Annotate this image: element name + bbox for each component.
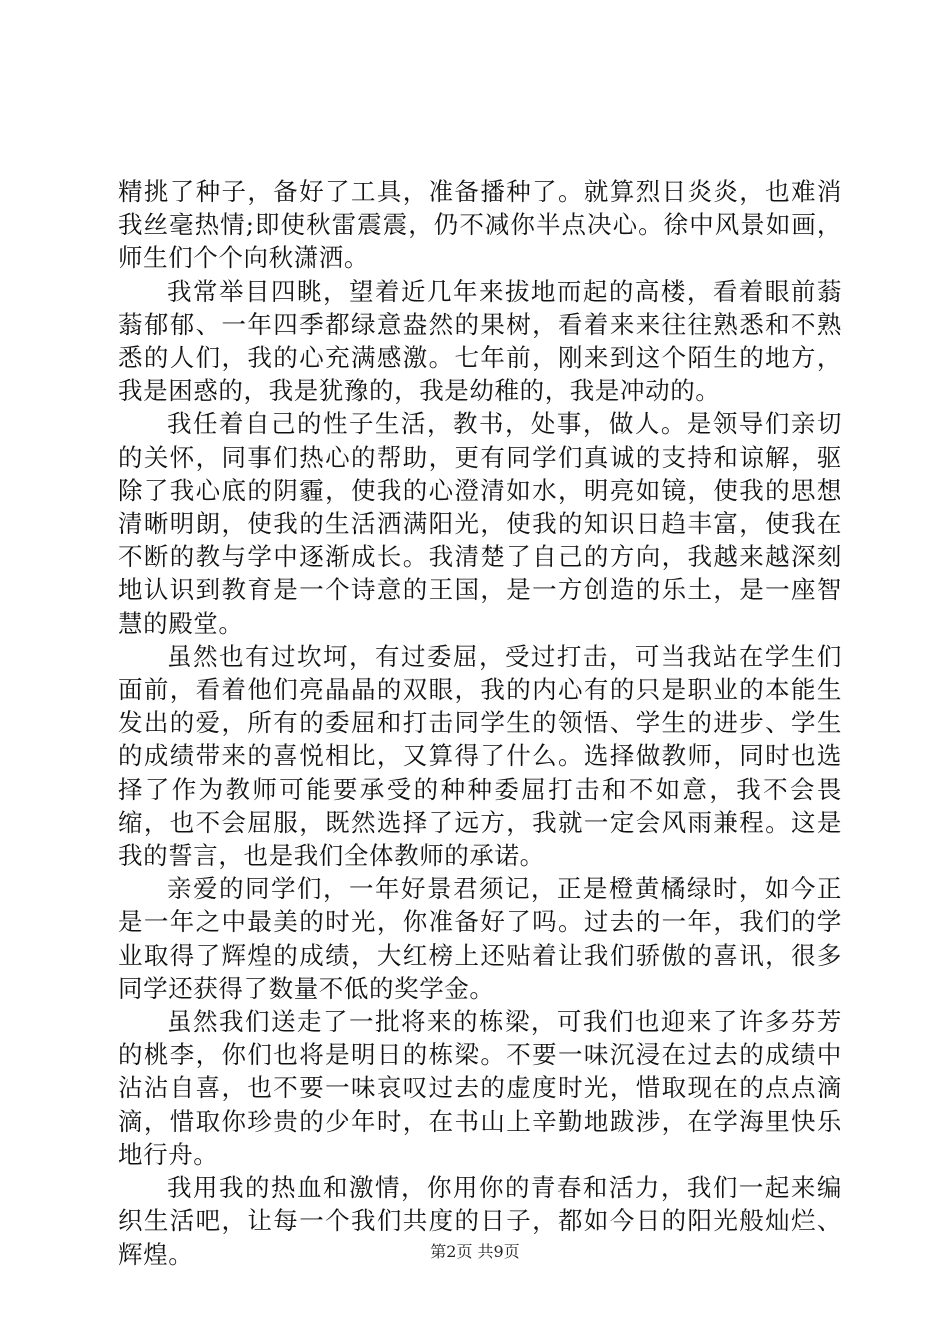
paragraph: 虽然我们送走了一批将来的栋梁，可我们也迎来了许多芬芳的桃李，你们也将是明日的栋梁。不要一味沉浸在过去的成绩中沾沾自喜，也不要一味哀叹过去的虚度时光，惜取现在的点点滴滴，惜取你珍贵的少年时，在书山上辛勤地跋涉，在学海里快乐地行舟。 [118,1007,842,1169]
body-text [118,175,842,1271]
paragraph: 我常举目四眺，望着近几年来拔地而起的高楼，看着眼前蓊蓊郁郁、一年四季都绿意盎然的果树，看着来来往往熟悉和不熟悉的人们，我的心充满感激。七年前，刚来到这个陌生的地方，我是困惑的，我是犹豫的，我是幼稚的，我是冲动的。 [118,276,842,406]
page-number: 第2页 共9页 [430,1242,520,1261]
paragraph-continued: 精挑了种子，备好了工具，准备播种了。就算烈日炎炎，也难消我丝毫热情;即使秋雷震震，仍不减你半点决心。徐中风景如画，师生们个个向秋潇洒。 [118,177,842,273]
paragraph: 我任着自己的性子生活，教书，处事，做人。是领导们亲切的关怀，同事们热心的帮助，更有同学们真诚的支持和谅解，驱除了我心底的阴霾，使我的心澄清如水，明亮如镜，使我的思想清晰明朗，使我的生活洒满阳光，使我的知识日趋丰富，使我在不断的教与学中逐渐成长。我清楚了自己的方向，我越来越深刻地认识到教育是一个诗意的王国，是一方创造的乐土，是一座智慧的殿堂。 [118,409,842,638]
page-footer [0,1242,950,1262]
paragraph: 虽然也有过坎坷，有过委屈，受过打击，可当我站在学生们面前，看着他们亮晶晶的双眼，我的内心有的只是职业的本能生发出的爱，所有的委屈和打击同学生的领悟、学生的进步、学生的成绩带来的喜悦相比，又算得了什么。选择做教师，同时也选择了作为教师可能要承受的种种委屈打击和不如意，我不会畏缩，也不会屈服，既然选择了远方，我就一定会风雨兼程。这是我的誓言，也是我们全体教师的承诺。 [118,641,842,871]
paragraph: 亲爱的同学们，一年好景君须记，正是橙黄橘绿时，如今正是一年之中最美的时光，你准备好了吗。过去的一年，我们的学业取得了辉煌的成绩，大红榜上还贴着让我们骄傲的喜讯，很多同学还获得了数量不低的奖学金。 [118,874,842,1003]
paragraph: 我用我的热血和激情，你用你的青春和活力，我们一起来编织生活吧，让每一个我们共度的日子，都如今日的阳光般灿烂、辉煌。 [118,1173,842,1269]
